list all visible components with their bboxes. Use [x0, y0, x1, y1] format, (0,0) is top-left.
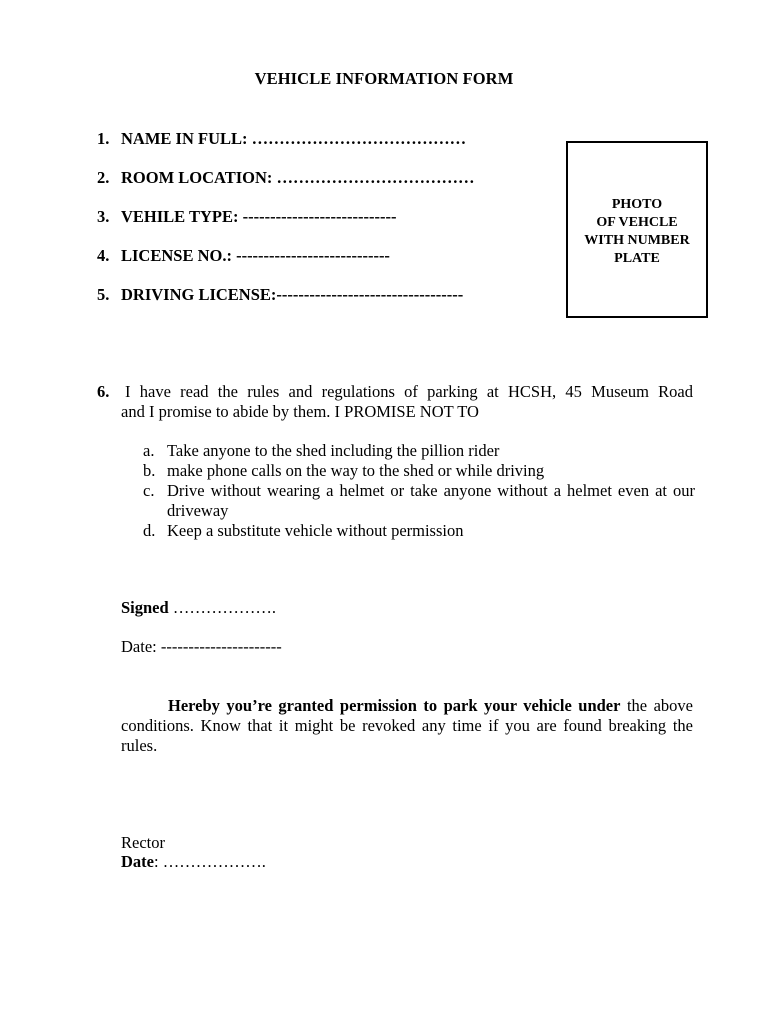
photo-caption-line: PHOTO — [611, 197, 663, 212]
field-room-location — [97, 168, 475, 188]
declaration-line-1: I have read the rules and regulations of parking at HCSH, 45 Museum Road — [125, 382, 693, 401]
field-blank: ---------------------------------- — [276, 285, 464, 304]
field-label: ROOM LOCATION: — [121, 168, 273, 187]
list-letter: a. — [143, 441, 155, 460]
field-label: NAME IN FULL: — [121, 129, 248, 148]
field-label: DRIVING LICENSE: — [121, 285, 277, 304]
rector-date-line — [121, 852, 266, 872]
field-number: 5. — [97, 285, 110, 304]
field-blank: ---------------------------- — [242, 207, 397, 226]
list-text: make phone calls on the way to the shed or while driving — [167, 461, 545, 480]
photo-box-caption — [568, 196, 706, 268]
permission-bold-text: Hereby you’re granted permission to park your vehicle under — [168, 696, 621, 715]
field-number: 1. — [97, 129, 110, 148]
list-item — [143, 461, 695, 481]
signed-label: Signed — [121, 598, 169, 617]
list-text: Drive without wearing a helmet or take anyone without a helmet even at our driveway — [167, 481, 695, 520]
declaration-text — [97, 382, 693, 402]
date-blank: ---------------------- — [156, 637, 282, 656]
field-license-no — [97, 246, 390, 266]
declaration-line-2: and I promise to abide by them. I PROMISE NOT TO — [121, 402, 479, 421]
rector-label: Rector — [121, 833, 165, 852]
promise-list — [143, 441, 695, 541]
list-letter: d. — [143, 521, 156, 540]
date-line — [121, 637, 282, 657]
permission-paragraph — [121, 696, 693, 756]
list-letter: b. — [143, 461, 156, 480]
field-driving-license — [97, 285, 463, 305]
list-text: Keep a substitute vehicle without permission — [167, 521, 464, 540]
list-item — [143, 521, 695, 541]
list-item — [143, 441, 695, 461]
item-number: 6. — [97, 382, 110, 401]
photo-caption-line: PLATE — [614, 251, 660, 266]
form-title: VEHICLE INFORMATION FORM — [254, 69, 514, 88]
field-label: LICENSE NO.: — [121, 246, 232, 265]
item-6-declaration — [97, 382, 693, 422]
field-label: VEHILE TYPE: — [121, 207, 239, 226]
photo-caption-line: OF VEHCLE — [596, 215, 678, 230]
vehicle-photo-box — [566, 141, 708, 318]
field-number: 2. — [97, 168, 110, 187]
date-label: Date: — [121, 637, 157, 656]
field-number: 4. — [97, 246, 110, 265]
rector-date-label: Date — [121, 852, 154, 871]
rector-date-blank: : ………………. — [153, 852, 266, 871]
field-name-in-full — [97, 129, 466, 149]
field-blank: ………………………………… — [251, 129, 467, 148]
field-blank: ……………………………… — [276, 168, 475, 187]
signed-blank: ………………. — [168, 598, 276, 617]
permission-text: the above conditions. Know that it might be revoked any time if you are found breaking the rules. — [121, 696, 693, 755]
field-blank: ---------------------------- — [236, 246, 390, 265]
list-text: Take anyone to the shed including the pillion rider — [167, 441, 500, 460]
list-item — [143, 481, 695, 521]
field-number: 3. — [97, 207, 110, 226]
field-vehicle-type — [97, 207, 397, 227]
list-letter: c. — [143, 481, 155, 500]
signature-line — [121, 598, 276, 618]
photo-caption-line: WITH NUMBER — [584, 233, 690, 248]
